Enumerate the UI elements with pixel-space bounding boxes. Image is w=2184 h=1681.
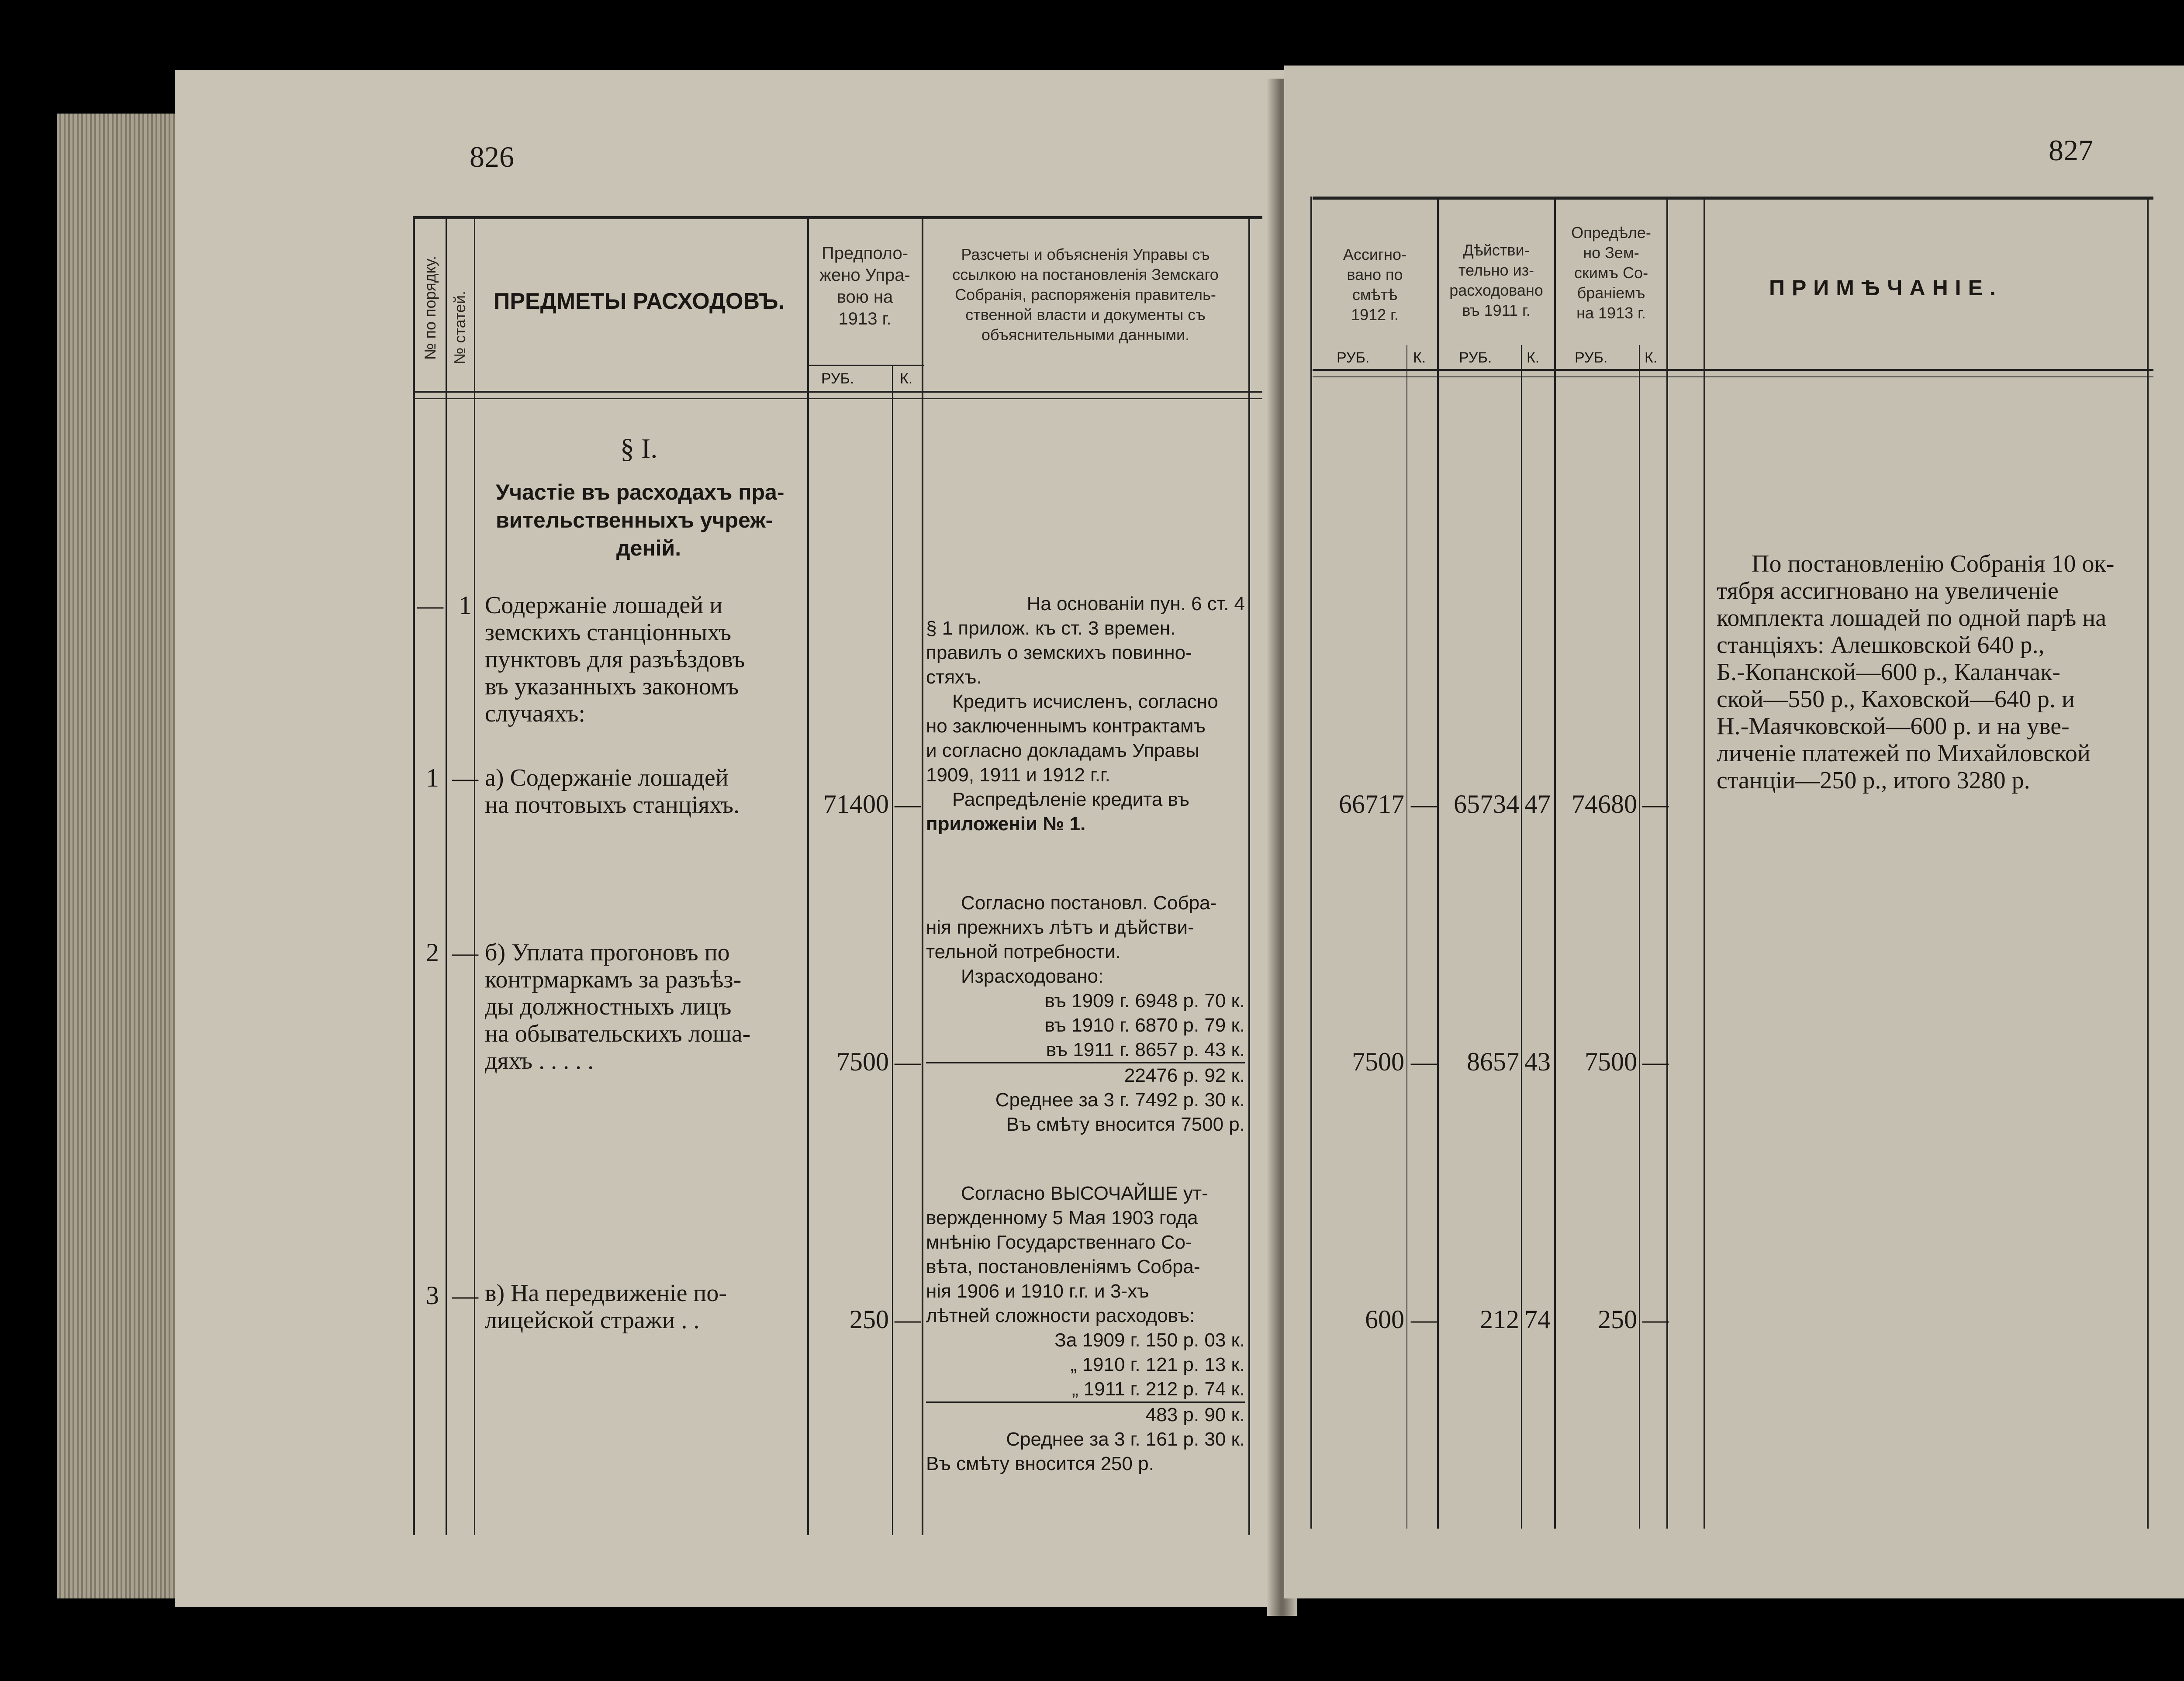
row-article: — [452,938,478,967]
section-mark: § I. [620,433,658,464]
header-proposed: Предполо- жено Упра- вою на 1913 г. [819,244,910,328]
table-top-rule [413,216,1262,219]
header-kop: К. [1527,349,1540,366]
item-text: б) Уплата прогоновъ по контрмаркамъ за разъѣз- ды должностныхъ лицъ на обывательскихъ лоша- дяхъ . . . . . [485,939,751,1074]
amount-rub: 71400 [823,790,889,818]
spent-kop: 74 [1524,1305,1551,1334]
col-divider [1406,345,1407,1529]
header-bottom-rule-2 [413,398,1262,399]
col-divider [1554,197,1556,1529]
note-text: По постановленію Собранія 10 ок- тября ассигновано на увеличеніе комплекта лошадей по одной парѣ на станціяхъ: Алешковской 640 р., Б.-Копанской—600 р., Каланчак- ской—550 р., Каховской—640 р. и Н.-Маячковской—600 р. и на уве- личеніе платежей по Михайловской станціи—250 р., итого 3280 р. [1717,550,2115,794]
header-assigned: Ассигно- вано по смѣтѣ 1912 г. [1343,245,1407,324]
header-explanations: Разсчеты и объясненія Управы съ ссылкою на постановленія Земскаго Собранія, распоряженія правитель- ственной власти и документы съ объяснительными данными. [952,245,1219,344]
spent-rub: 212 [1480,1305,1519,1334]
amount-kop: — [895,790,921,818]
header-rub: РУБ. [1459,349,1492,366]
row-number: 3 [426,1281,439,1310]
row-article: — [452,1281,478,1310]
header-kop: К. [1413,349,1426,366]
col-divider [446,216,447,1535]
determined-kop: — [1642,790,1669,818]
header-rub: РУБ. [1337,349,1370,366]
row-number: 1 [426,763,439,792]
determined-kop: — [1642,1305,1669,1334]
amount-rub: 7500 [836,1047,889,1076]
col-divider [922,216,923,1535]
col-divider [413,216,415,1535]
header-subjects: ПРЕДМЕТЫ РАСХОДОВЪ. [494,289,785,314]
assigned-rub: 66717 [1339,790,1404,818]
header-determined: Опредѣле- но Зем- скимъ Со- браніемъ на 1913 г. [1571,224,1651,322]
item-text: в) На передвиженіе по- лицейской стражи . . [485,1280,727,1334]
header-rub: РУБ. [821,370,854,387]
row-number: 2 [426,938,439,967]
header-bottom-rule [413,391,1262,393]
assigned-kop: — [1411,1305,1437,1334]
col-divider [1639,345,1640,1529]
header-kop: К. [1645,349,1658,366]
assigned-rub: 7500 [1352,1047,1404,1076]
header-rub-rule [808,365,924,366]
page-number-left: 826 [470,140,514,173]
section-title: Участіе въ расходахъ пра- вительственныхъ учреж- деній. [496,480,784,560]
assigned-rub: 600 [1365,1305,1404,1334]
calculation-3: Согласно ВЫСОЧАЙШЕ ут- вержденному 5 Мая 1903 года мнѣнію Государственнаго Со- вѣта, постановленіямъ Собра- нія 1906 и 1910 г.г. и 3-хъ лѣтней сложности расходовъ: За 1909 г. 150 р. 03 к. „ 1910 г. 121 р. 13 к. „ 1911 г. 212 р. 74 к. 483 р. 90 к. Среднее за 3 г. 161 р. 30 к. Въ смѣту вносится 250 р. [926,1183,1245,1474]
col-divider [474,216,475,1535]
page-edges-left [57,114,179,1598]
spent-kop: 47 [1524,790,1551,818]
assigned-kop: — [1411,1047,1437,1076]
col-divider [1248,216,1250,1535]
header-kop: К. [900,370,913,387]
col-divider [892,365,893,1535]
determined-kop: — [1642,1047,1669,1076]
calculation-1: На основаніи пун. 6 ст. 4 § 1 прилож. къ ст. 3 времен. правилъ о земскихъ повинно- стяхъ. Кредитъ исчисленъ, согласно но заключеннымъ контрактамъ и согласно докладамъ Управы 1909, 1911 и 1912 г.г. Распредѣленіе кредита въ приложеніи № 1. [926,593,1245,835]
col-divider [1521,345,1522,1529]
row-article: 1 [459,591,472,620]
amount-kop: — [895,1305,921,1334]
amount-kop: — [895,1047,921,1076]
item-text: а) Содержаніе лошадей на почтовыхъ станціяхъ. [485,764,740,818]
assigned-kop: — [1411,790,1437,818]
determined-rub: 74680 [1572,790,1637,818]
col-divider [807,216,809,1535]
calculation-2: Согласно постановл. Собра- нія прежнихъ лѣтъ и дѣйстви- тельной потребности. Израсходовано: въ 1909 г. 6948 р. 70 к. въ 1910 г. 6870 р. 79 к. въ 1911 г. 8657 р. 43 к. 22476 р. 92 к. Среднее за 3 г. 7492 р. 30 к. Въ смѣту вносится 7500 р. [926,892,1245,1135]
col-divider [1704,197,1705,1529]
header-note: ПРИМѢЧАНІЕ. [1769,276,2003,300]
spent-rub: 65734 [1454,790,1519,818]
item-text: Содержаніе лошадей и земскихъ станціонныхъ пунктовъ для разъѣздовъ въ указанныхъ закономъ случаяхъ: [485,592,745,727]
spent-rub: 8657 [1467,1047,1519,1076]
determined-rub: 7500 [1585,1047,1637,1076]
amount-rub: 250 [850,1305,889,1334]
header-col-number: № по порядку. [421,255,439,360]
spent-kop: 43 [1524,1047,1551,1076]
page-number-right: 827 [2049,134,2093,167]
header-rub: РУБ. [1575,349,1608,366]
col-divider [1437,197,1439,1529]
row-number: — [417,591,443,620]
col-divider [2147,197,2149,1529]
row-article: — [452,763,478,792]
header-col-article: № статей. [451,290,469,365]
header-spent: Дѣйстви- тельно из- расходовано въ 1911 г. [1449,241,1543,319]
determined-rub: 250 [1598,1305,1637,1334]
col-divider [1310,197,1312,1529]
